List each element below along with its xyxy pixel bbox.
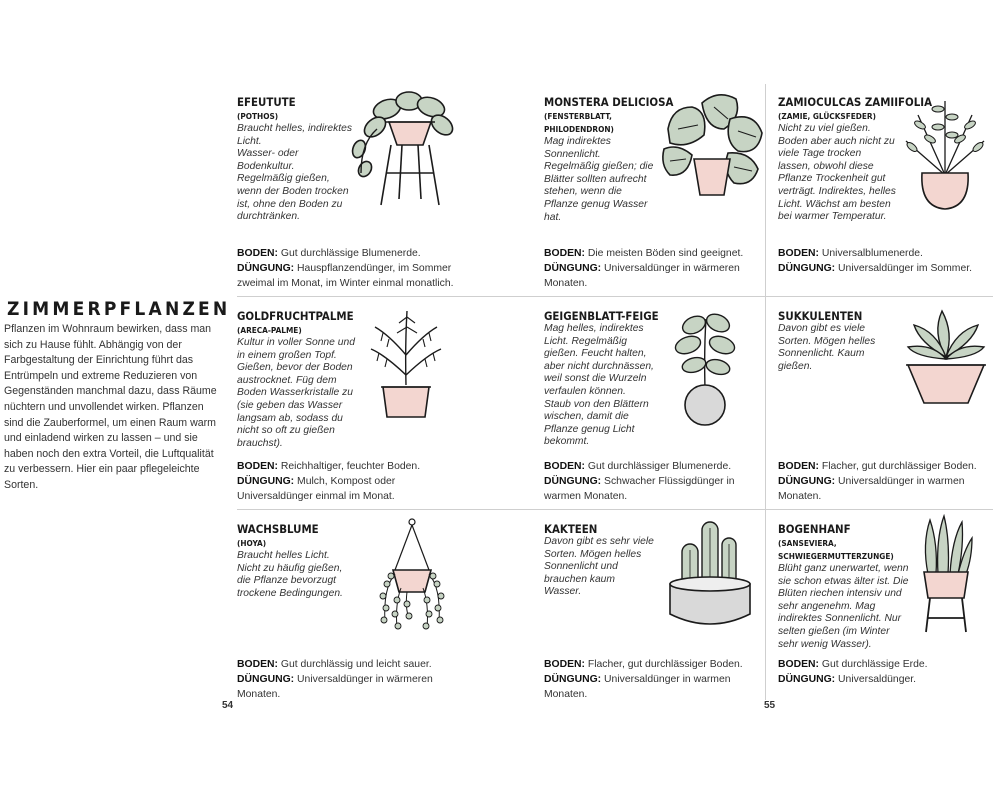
plant-name: MONSTERA DELICIOSA	[544, 95, 674, 109]
plant-name: WACHSBLUME	[237, 522, 319, 536]
fertilizer-label: DÜNGUNG:	[544, 475, 602, 487]
fertilizer-value: Universaldünger in warmen Monaten.	[544, 673, 731, 700]
plant-description: Blüht ganz unerwartet, wenn sie schon etwas älter ist. Die Blüten riechen intensiv und sehr angenehm. Mag indirektes Sonnenlicht. Nur selten gießen (im Winter sehr wenig Wasser).	[778, 563, 909, 650]
care-info	[778, 460, 988, 504]
fertilizer-label: DÜNGUNG:	[237, 475, 295, 487]
soil-label: BODEN:	[544, 248, 585, 259]
soil-value: Gut durchlässiger Blumenerde.	[587, 461, 732, 472]
soil-label: BODEN:	[778, 248, 819, 259]
fiddle-leaf-fig-illustration-icon	[664, 309, 746, 427]
plant-description: Braucht helles, indirektes Licht. Wasser- oder Bodenkultur. Regelmäßig gießen, wenn der Boden trocken ist, ohne den Boden zu durchtränken.	[237, 123, 353, 223]
care-info	[778, 658, 988, 688]
succulent-illustration-icon	[902, 303, 990, 413]
intro-text: Pflanzen im Wohnraum bewirken, dass man sich zu Hause fühlt. Abhängig von der Farbgestaltung der Einrichtung führt das Entrümpeln und extreme Reduzieren von Gegenständen manchmal dazu, dass Räume nüchtern und unvollendet wirken. Pflanzen sind die Zauberformel, um einen Raum warm und einladend wirken zu lassen – und sie haben noch den extra Vorteil, die Luftqualität zu verbessern. Hier ein paar pflegeleichte Sorten.	[4, 323, 217, 491]
fertilizer-value: Universaldünger in wärmeren Monaten.	[237, 673, 433, 700]
plant-name: ZAMIOCULCAS ZAMIIFOLIA	[778, 95, 933, 109]
cactus-illustration-icon	[664, 518, 756, 636]
plant-description: Nicht zu viel gießen. Boden aber auch nicht zu viele Tage trocken lassen, obwohl diese Pflanze Trockenheit gut verträgt. Indirektes, helles Licht. Wächst am besten bei warmer Temperatur.	[778, 123, 896, 223]
plant-card-sukkulenten	[778, 309, 993, 507]
soil-value: Flacher, gut durchlässiger Boden.	[587, 659, 743, 670]
plant-card-bogenhanf	[778, 522, 993, 694]
soil-label: BODEN:	[237, 248, 278, 259]
pothos-illustration-icon	[347, 87, 472, 212]
fertilizer-value: Universaldünger in warmen Monaten.	[778, 475, 965, 502]
care-info	[778, 247, 988, 277]
plant-card-kakteen	[544, 522, 764, 700]
palm-illustration-icon	[365, 305, 447, 425]
plant-card-goldfruchtpalme	[237, 309, 467, 507]
care-info	[544, 658, 759, 702]
soil-value: Universalblumenerde.	[821, 248, 923, 259]
care-info	[237, 247, 467, 291]
hanging-hoya-illustration-icon	[367, 518, 457, 634]
plant-description: Kultur in voller Sonne und in einem großen Topf. Gießen, bevor der Boden austrocknet. Füg dem Boden Wasserkristalle zu (sie geben das Wasser langsam ab, sodass du nicht so oft zu gießen brauchst).	[237, 337, 355, 449]
fertilizer-value: Hauspflanzendünger, im Sommer zweimal im Monat, im Winter einmal monatlich.	[237, 262, 454, 289]
plant-name: BOGENHANF	[778, 522, 851, 536]
plant-description: Braucht helles Licht. Nicht zu häufig gießen, die Pflanze bevorzugt trockene Bedingungen.	[237, 550, 343, 599]
page-title: ZIMMERPFLANZEN	[7, 298, 231, 320]
soil-value: Gut durchlässig und leicht sauer.	[280, 659, 432, 670]
plant-description: Davon gibt es sehr viele Sorten. Mögen helles Sonnenlicht und brauchen kaum Wasser.	[544, 536, 654, 598]
plant-alias: (SANSEVIERA, SCHWIEGERMUTTERZUNGE)	[778, 538, 894, 561]
plant-card-monstera	[544, 95, 764, 295]
plant-card-zamioculcas	[778, 95, 993, 295]
soil-label: BODEN:	[544, 659, 585, 670]
soil-label: BODEN:	[237, 659, 278, 670]
soil-label: BODEN:	[778, 461, 819, 472]
plant-alias: (ARECA-PALME)	[237, 325, 302, 335]
plant-card-wachsblume	[237, 522, 477, 700]
plant-description: Davon gibt es viele Sorten. Mögen helles Sonnenlicht. Kaum gießen.	[778, 323, 876, 372]
fertilizer-value: Mulch, Kompost oder Universaldünger einmal im Monat.	[237, 475, 396, 502]
monstera-illustration-icon	[658, 89, 768, 201]
plant-alias: (HOYA)	[237, 538, 267, 548]
plant-name: GOLDFRUCHTPALME	[237, 309, 354, 323]
plant-name: SUKKULENTEN	[778, 309, 863, 323]
row-divider	[237, 509, 993, 510]
row-divider	[237, 296, 993, 297]
soil-value: Reichhaltiger, feuchter Boden.	[280, 461, 421, 472]
plant-name: GEIGENBLATT-FEIGE	[544, 309, 659, 323]
soil-value: Die meisten Böden sind geeignet.	[587, 248, 744, 259]
page-number-right: 55	[764, 700, 776, 711]
intro-section	[4, 298, 231, 494]
snake-plant-illustration-icon	[916, 514, 976, 634]
zamioculcas-illustration-icon	[898, 95, 992, 213]
soil-label: BODEN:	[778, 659, 819, 670]
fertilizer-label: DÜNGUNG:	[778, 673, 836, 685]
plant-name: EFEUTUTE	[237, 95, 296, 109]
care-info	[544, 460, 759, 504]
plant-description: Mag helles, indirektes Licht. Regelmäßig gießen. Feucht halten, aber nicht durchnässen, weil sonst die Wurzeln verfaulen können. Staub von den Blättern wischen, damit die Pflanze genug Licht bekommt.	[544, 323, 654, 448]
plant-card-geigenblatt-feige	[544, 309, 764, 507]
plant-alias: (FENSTERBLATT, PHILODENDRON)	[544, 111, 614, 134]
plant-card-efeutute	[237, 95, 467, 295]
fertilizer-label: DÜNGUNG:	[544, 673, 602, 685]
soil-label: BODEN:	[237, 461, 278, 472]
fertilizer-value: Schwacher Flüssigdünger in warmen Monaten.	[544, 475, 735, 502]
plant-alias: (POTHOS)	[237, 111, 279, 121]
fertilizer-value: Universaldünger in wärmeren Monaten.	[544, 262, 740, 289]
care-info	[237, 658, 477, 702]
fertilizer-value: Universaldünger.	[838, 673, 917, 685]
fertilizer-label: DÜNGUNG:	[544, 262, 602, 274]
page-number-left: 54	[222, 700, 234, 711]
fertilizer-label: DÜNGUNG:	[778, 262, 836, 274]
soil-value: Gut durchlässige Erde.	[821, 659, 928, 670]
fertilizer-label: DÜNGUNG:	[778, 475, 836, 487]
fertilizer-value: Universaldünger im Sommer.	[838, 262, 973, 274]
plant-description: Mag indirektes Sonnenlicht. Regelmäßig gießen; die Blätter sollten aufrecht stehen, wenn die Pflanze genug Wasser hat.	[544, 136, 654, 223]
soil-label: BODEN:	[544, 461, 585, 472]
care-info	[544, 247, 759, 291]
plant-alias: (ZAMIE, GLÜCKSFEDER)	[778, 111, 876, 121]
fertilizer-label: DÜNGUNG:	[237, 673, 295, 685]
soil-value: Flacher, gut durchlässiger Boden.	[821, 461, 977, 472]
plant-name: KAKTEEN	[544, 522, 598, 536]
soil-value: Gut durchlässige Blumenerde.	[280, 248, 421, 259]
fertilizer-label: DÜNGUNG:	[237, 262, 295, 274]
care-info	[237, 460, 467, 504]
